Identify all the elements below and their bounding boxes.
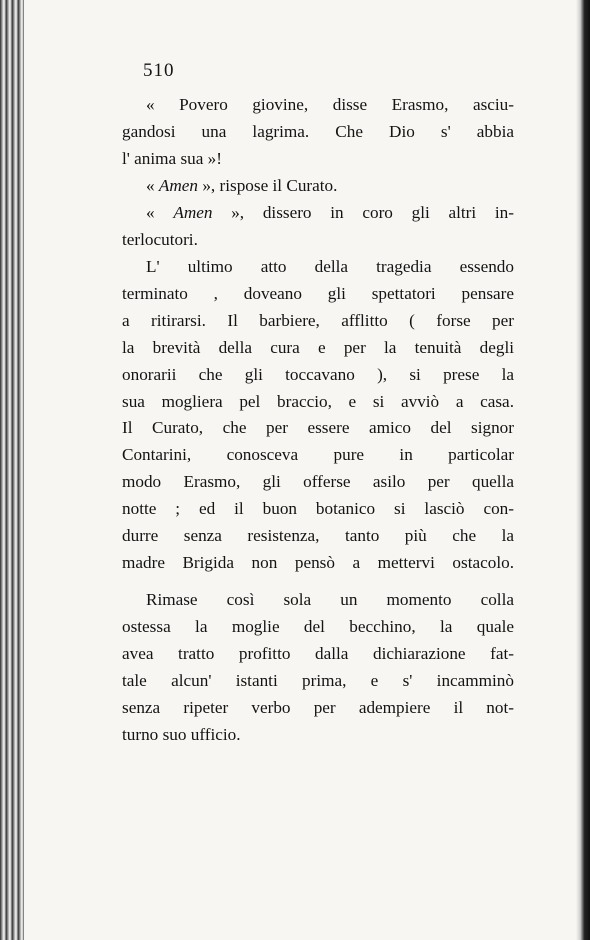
text-line: madre Brigida non pensò a mettervi ostacolo. xyxy=(122,552,514,572)
text-line: « Amen », dissero in coro gli altri in- xyxy=(146,203,514,222)
text-line: ostessa la moglie del becchino, la quale xyxy=(122,616,514,636)
text-line: l' anima sua »! xyxy=(122,148,222,168)
text-line: L' ultimo atto della tragedia essendo xyxy=(146,257,514,276)
text-line: terlocutori. xyxy=(122,229,198,249)
text-line: durre senza resistenza, tanto più che la xyxy=(122,526,514,546)
text-line: gandosi una lagrima. Che Dio s' abbia xyxy=(122,121,514,141)
text-line: « Povero giovine, disse Erasmo, asciu- xyxy=(146,95,514,114)
text-line: sua mogliera pel braccio, e si avviò a casa. xyxy=(122,391,514,411)
text-line: tale alcun' istanti prima, e s' incamminò xyxy=(122,670,514,690)
text-line: a ritirarsi. Il barbiere, afflitto ( forse per xyxy=(122,310,514,330)
scan-binding-edge xyxy=(0,0,24,940)
text-line: modo Erasmo, gli offerse asilo per quella xyxy=(122,472,514,492)
text-line: Rimase così sola un momento colla xyxy=(146,590,514,609)
paragraph-1 xyxy=(122,92,514,173)
paragraph-5 xyxy=(122,587,514,748)
text-line: Il Curato, che per essere amico del signor xyxy=(122,418,514,438)
text-line: avea tratto profitto dalla dichiarazione fat- xyxy=(122,643,514,663)
paragraph-4 xyxy=(122,254,514,577)
text-line: Contarini, conosceva pure in particolar xyxy=(122,445,514,465)
scan-right-edge xyxy=(576,0,590,940)
text-line: notte ; ed il buon botanico si lasciò con- xyxy=(122,499,514,519)
text-line: senza ripeter verbo per adempiere il not- xyxy=(122,697,514,717)
italic-word: Amen xyxy=(173,203,213,222)
paragraph-3 xyxy=(122,200,514,254)
page-number: 510 xyxy=(143,60,175,81)
text-line: onorarii che gli toccavano ), si prese la xyxy=(122,364,514,384)
text-line: turno suo ufficio. xyxy=(122,724,241,744)
italic-word: Amen xyxy=(158,176,199,195)
text-line: terminato , doveano gli spettatori pensare xyxy=(122,283,514,303)
paragraph-2 xyxy=(122,173,514,200)
text-line: la brevità della cura e per la tenuità degli xyxy=(122,337,514,357)
text-line: « Amen », rispose il Curato. xyxy=(146,176,338,195)
